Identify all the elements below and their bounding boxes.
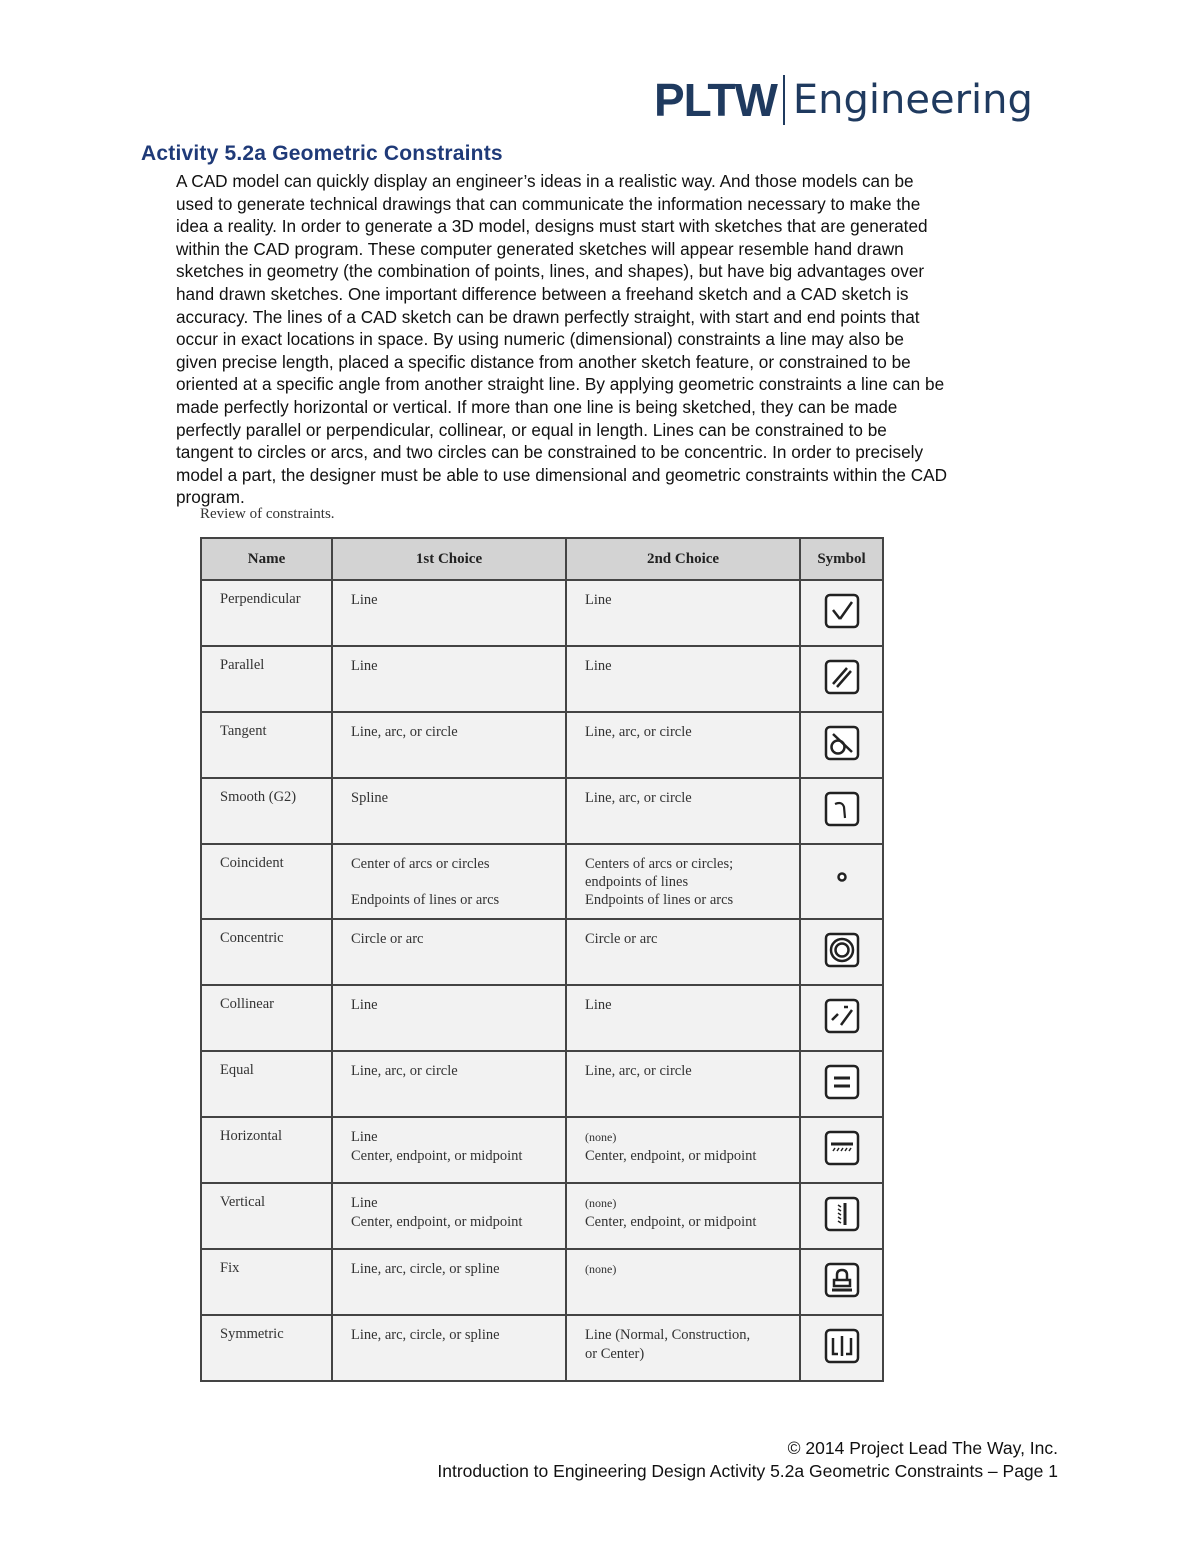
second-choice-cell — [566, 1051, 800, 1117]
paragraph-line: tangent to circles or arcs, and two circles can be constrained to be concentric. In order to precisely — [176, 442, 924, 463]
cell-text: Line — [351, 997, 378, 1013]
review-caption: Review of constraints. — [200, 506, 335, 522]
symbol-cell — [800, 1315, 883, 1381]
collinear-icon — [824, 998, 860, 1034]
second-choice-cell — [566, 712, 800, 778]
table-row — [201, 1183, 883, 1249]
first-choice-cell — [332, 1315, 566, 1381]
table-row — [201, 1117, 883, 1183]
paragraph-line: A CAD model can quickly display an engineer’s ideas in a realistic way. And those models can be — [176, 171, 914, 191]
cell-text: Line — [585, 592, 612, 608]
cell-text: Center, endpoint, or midpoint — [585, 1148, 757, 1164]
constraint-name: Tangent — [201, 712, 332, 778]
table-row — [201, 1249, 883, 1315]
second-choice-cell — [566, 580, 800, 646]
table-row — [201, 712, 883, 778]
cell-text: Line, arc, or circle — [351, 1063, 458, 1079]
symbol-cell — [800, 778, 883, 844]
constraint-name: Collinear — [201, 985, 332, 1051]
cell-text: Center of arcs or circles — [351, 856, 490, 872]
symmetric-icon — [824, 1328, 860, 1364]
cell-text: endpoints of lines — [585, 874, 689, 890]
cell-text: (none) — [585, 1130, 617, 1144]
cell-text: Centers of arcs or circles; — [585, 856, 734, 872]
paragraph-line: used to generate technical drawings that can communicate the information necessary to make the — [176, 193, 921, 214]
cell-text: Circle or arc — [351, 931, 424, 947]
first-choice-cell — [332, 712, 566, 778]
first-choice-cell — [332, 1249, 566, 1315]
first-choice-cell — [332, 985, 566, 1051]
table-row — [201, 778, 883, 844]
first-choice-cell — [332, 1051, 566, 1117]
course-footer: Introduction to Engineering Design Activity 5.2a Geometric Constraints – Page 1 — [437, 1461, 1058, 1481]
paragraph-line: oriented at a specific angle from another straight line. By applying geometric constraints a line can be — [176, 374, 945, 395]
logo-pltw-text: PLTW — [654, 74, 777, 126]
first-choice-cell — [332, 844, 566, 919]
first-choice-cell — [332, 580, 566, 646]
cell-text: Line — [585, 658, 612, 674]
cell-text: Line, arc, circle, or spline — [351, 1327, 500, 1343]
cell-text: (none) — [585, 1262, 617, 1276]
smooth-icon — [824, 791, 860, 827]
symbol-cell — [800, 580, 883, 646]
cell-text: Center, endpoint, or midpoint — [351, 1148, 523, 1164]
cell-text: Line (Normal, Construction, — [585, 1327, 751, 1343]
header-second-choice: 2nd Choice — [566, 538, 800, 580]
first-choice-cell — [332, 646, 566, 712]
second-choice-cell — [566, 1183, 800, 1249]
concentric-icon — [824, 932, 860, 968]
cell-text: Circle or arc — [585, 931, 658, 947]
cell-text: Endpoints of lines or arcs — [351, 892, 500, 908]
intro-paragraph — [176, 170, 1061, 509]
table-row — [201, 844, 883, 919]
paragraph-line: hand drawn sketches. One important difference between a freehand sketch and a CAD sketch is — [176, 283, 909, 304]
constraint-name: Parallel — [201, 646, 332, 712]
paragraph-line: sketches in geometry (the combination of points, lines, and shapes), but have big advantages over — [176, 261, 925, 282]
tangent-icon — [824, 725, 860, 761]
first-choice-cell — [332, 919, 566, 985]
second-choice-cell — [566, 1249, 800, 1315]
horizontal-icon — [824, 1130, 860, 1166]
first-choice-cell — [332, 1117, 566, 1183]
cell-text: Line — [585, 997, 612, 1013]
second-choice-cell — [566, 844, 800, 919]
parallel-icon — [824, 659, 860, 695]
paragraph-line: idea a reality. In order to generate a 3D model, designs must start with sketches that are generated — [176, 216, 928, 237]
table-row — [201, 919, 883, 985]
table-row — [201, 1051, 883, 1117]
constraint-name: Horizontal — [201, 1117, 332, 1183]
cell-text: Center, endpoint, or midpoint — [585, 1214, 757, 1230]
cell-text: Line, arc, or circle — [585, 724, 692, 740]
symbol-cell — [800, 1117, 883, 1183]
constraint-name: Equal — [201, 1051, 332, 1117]
cell-text: Center, endpoint, or midpoint — [351, 1214, 523, 1230]
fix-icon — [824, 1262, 860, 1298]
constraint-name: Concentric — [201, 919, 332, 985]
symbol-cell — [800, 1183, 883, 1249]
cell-text: Line — [351, 1129, 378, 1145]
paragraph-line: accuracy. The lines of a CAD sketch can be drawn perfectly straight, with start and end points that — [176, 306, 920, 327]
first-choice-cell — [332, 778, 566, 844]
cell-text: Line — [351, 592, 378, 608]
second-choice-cell — [566, 1117, 800, 1183]
logo-engineering-text: Engineering — [792, 77, 1033, 123]
copyright-footer: © 2014 Project Lead The Way, Inc. — [787, 1438, 1058, 1458]
header-name: Name — [201, 538, 332, 580]
second-choice-cell — [566, 985, 800, 1051]
constraints-table — [200, 537, 884, 1382]
table-header-row — [201, 538, 883, 580]
cell-text: Line, arc, or circle — [585, 790, 692, 806]
paragraph-line: program. — [176, 487, 245, 508]
constraint-name: Coincident — [201, 844, 332, 919]
cell-text: Line — [351, 658, 378, 674]
second-choice-cell — [566, 919, 800, 985]
pltw-engineering-logo — [654, 70, 1033, 130]
cell-text: Line — [351, 1195, 378, 1211]
paragraph-line: perfectly parallel or perpendicular, collinear, or equal in length. Lines can be constrained to be — [176, 419, 887, 440]
cell-text: Endpoints of lines or arcs — [585, 892, 734, 908]
constraint-name: Perpendicular — [201, 580, 332, 646]
paragraph-line: model a part, the designer must be able to use dimensional and geometric constraints within the CAD — [176, 464, 947, 485]
cell-text: Line, arc, or circle — [351, 724, 458, 740]
paragraph-line: given precise length, placed a specific distance from another sketch feature, or constrained to be — [176, 351, 911, 372]
symbol-cell — [800, 1249, 883, 1315]
table-row — [201, 580, 883, 646]
vertical-icon — [824, 1196, 860, 1232]
cell-text: Line, arc, circle, or spline — [351, 1261, 500, 1277]
coincident-icon — [824, 861, 860, 897]
table-row — [201, 646, 883, 712]
symbol-cell — [800, 712, 883, 778]
first-choice-cell — [332, 1183, 566, 1249]
header-symbol: Symbol — [800, 538, 883, 580]
perpendicular-icon — [824, 593, 860, 629]
activity-title: Activity 5.2a Geometric Constraints — [141, 142, 503, 165]
constraint-name: Smooth (G2) — [201, 778, 332, 844]
symbol-cell — [800, 646, 883, 712]
constraint-name: Symmetric — [201, 1315, 332, 1381]
symbol-cell — [800, 985, 883, 1051]
cell-text: Spline — [351, 790, 389, 806]
constraint-name: Fix — [201, 1249, 332, 1315]
cell-text: or Center) — [585, 1346, 645, 1362]
paragraph-line: made perfectly horizontal or vertical. If more than one line is being sketched, they can be made — [176, 396, 898, 417]
header-first-choice: 1st Choice — [332, 538, 566, 580]
cell-text — [351, 874, 555, 891]
symbol-cell — [800, 1051, 883, 1117]
second-choice-cell — [566, 1315, 800, 1381]
paragraph-line: occur in exact locations in space. By using numeric (dimensional) constraints a line may also be — [176, 329, 904, 350]
paragraph-line: within the CAD program. These computer generated sketches will appear resemble hand drawn — [176, 238, 904, 259]
table-row — [201, 1315, 883, 1381]
logo-divider — [783, 75, 785, 125]
symbol-cell — [800, 919, 883, 985]
constraint-name: Vertical — [201, 1183, 332, 1249]
second-choice-cell — [566, 646, 800, 712]
cell-text: (none) — [585, 1196, 617, 1210]
table-row — [201, 985, 883, 1051]
cell-text: Line, arc, or circle — [585, 1063, 692, 1079]
symbol-cell — [800, 844, 883, 919]
second-choice-cell — [566, 778, 800, 844]
equal-icon — [824, 1064, 860, 1100]
